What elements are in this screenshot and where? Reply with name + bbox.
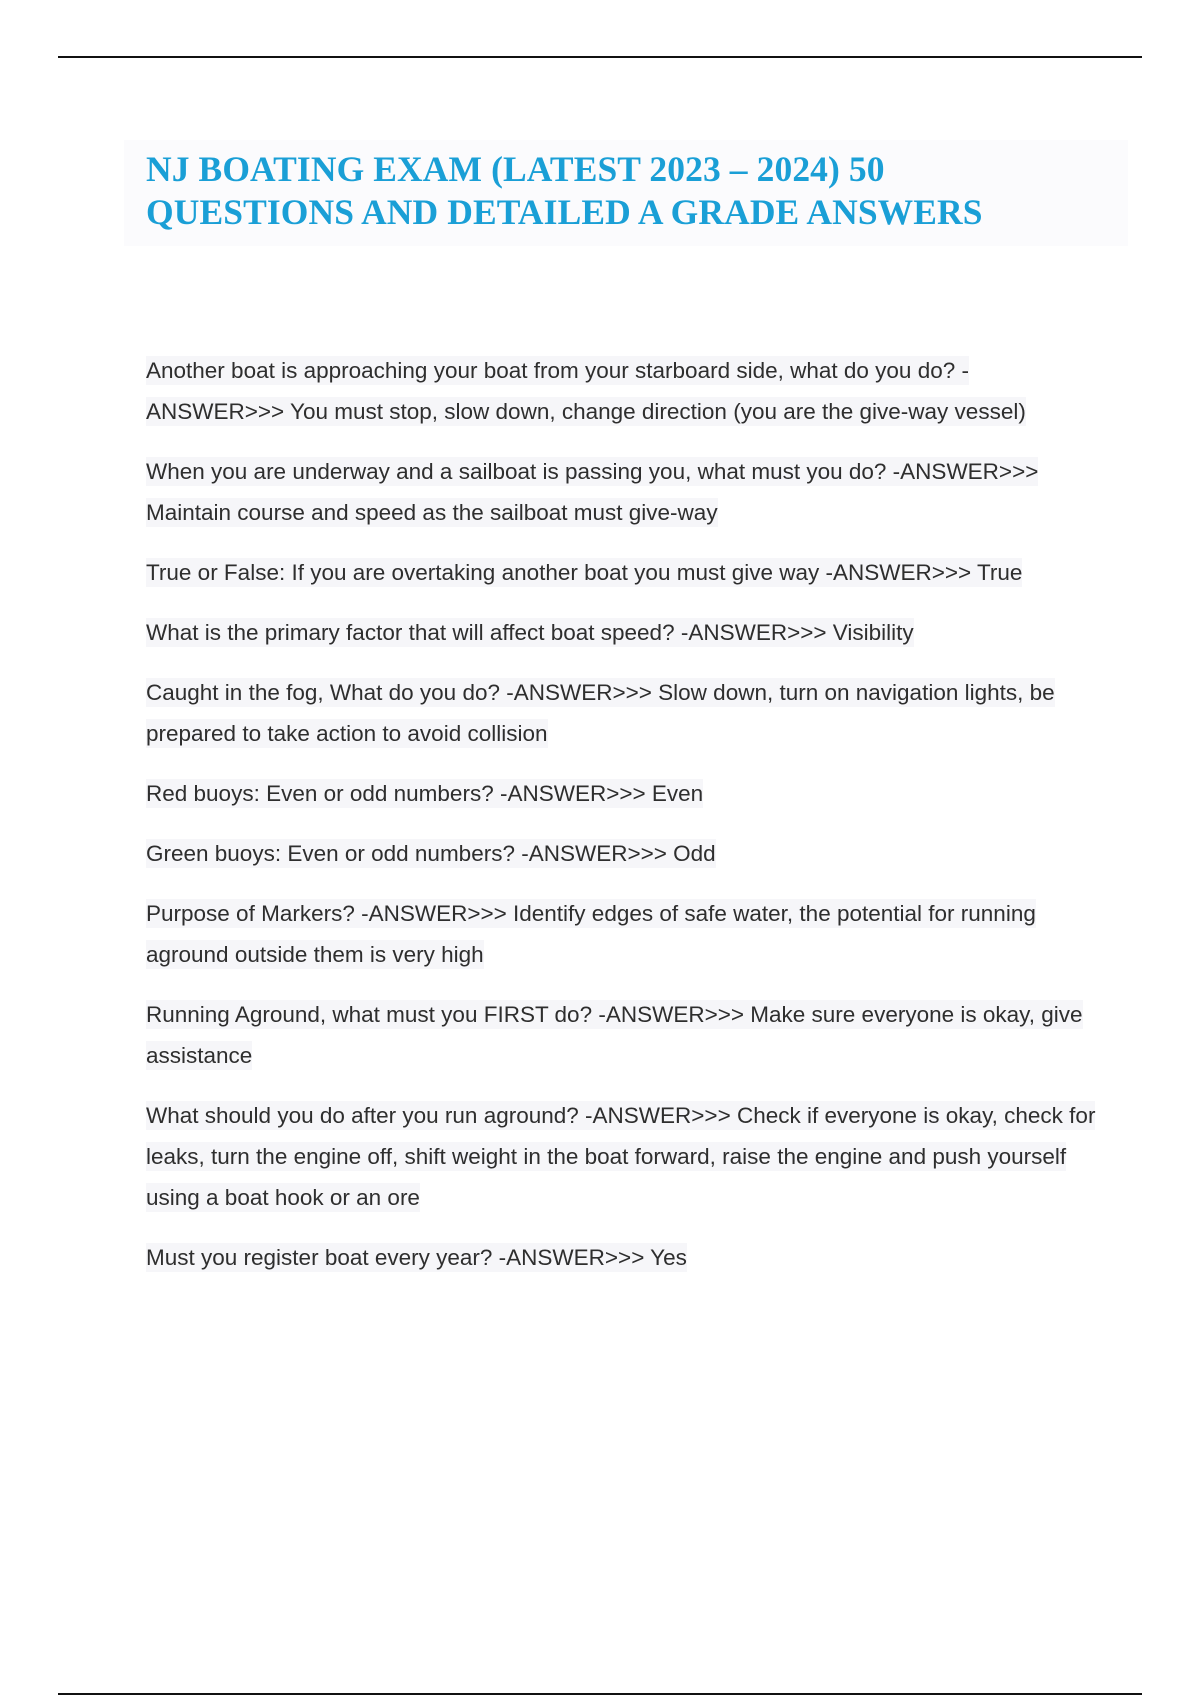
qa-text: Red buoys: Even or odd numbers? -ANSWER>>> Even bbox=[146, 781, 704, 806]
qa-item bbox=[146, 451, 1096, 533]
document-title bbox=[146, 148, 1106, 234]
qa-item bbox=[146, 350, 1096, 432]
qa-text: Caught in the fog, What do you do? -ANSWER>>> Slow down, turn on navigation lights, be prepared to take action to avoid collision bbox=[146, 680, 1055, 746]
title-line-1: NJ BOATING EXAM (LATEST 2023 – 2024) 50 bbox=[146, 149, 885, 189]
qa-text: What should you do after you run aground? -ANSWER>>> Check if everyone is okay, check for leaks, turn the engine off, shift weight in the boat forward, raise the engine and push yourself using a boat hook or an ore bbox=[146, 1103, 1096, 1210]
qa-item bbox=[146, 1095, 1096, 1218]
qa-item bbox=[146, 612, 1096, 653]
top-rule bbox=[58, 56, 1142, 58]
qa-text: What is the primary factor that will affect boat speed? -ANSWER>>> Visibility bbox=[146, 620, 914, 645]
qa-item bbox=[146, 994, 1096, 1076]
qa-text: Running Aground, what must you FIRST do? -ANSWER>>> Make sure everyone is okay, give assistance bbox=[146, 1002, 1083, 1068]
qa-item bbox=[146, 1237, 1096, 1278]
title-line-2: QUESTIONS AND DETAILED A GRADE ANSWERS bbox=[146, 192, 983, 232]
qa-item bbox=[146, 893, 1096, 975]
qa-item bbox=[146, 552, 1096, 593]
qa-item bbox=[146, 672, 1096, 754]
qa-text: Purpose of Markers? -ANSWER>>> Identify edges of safe water, the potential for running aground outside them is very high bbox=[146, 901, 1036, 967]
qa-text: Green buoys: Even or odd numbers? -ANSWER>>> Odd bbox=[146, 841, 716, 866]
qa-list bbox=[146, 350, 1096, 1297]
qa-text: When you are underway and a sailboat is passing you, what must you do? -ANSWER>>> Maintain course and speed as the sailboat must give-way bbox=[146, 459, 1039, 525]
qa-item bbox=[146, 773, 1096, 814]
title-block bbox=[124, 140, 1128, 246]
qa-text: Must you register boat every year? -ANSWER>>> Yes bbox=[146, 1245, 687, 1270]
qa-text: Another boat is approaching your boat from your starboard side, what do you do? -ANSWER>>> You must stop, slow down, change direction (you are the give-way vessel) bbox=[146, 358, 1026, 424]
bottom-rule bbox=[58, 1693, 1142, 1695]
qa-text: True or False: If you are overtaking another boat you must give way -ANSWER>>> True bbox=[146, 560, 1023, 585]
qa-item bbox=[146, 833, 1096, 874]
